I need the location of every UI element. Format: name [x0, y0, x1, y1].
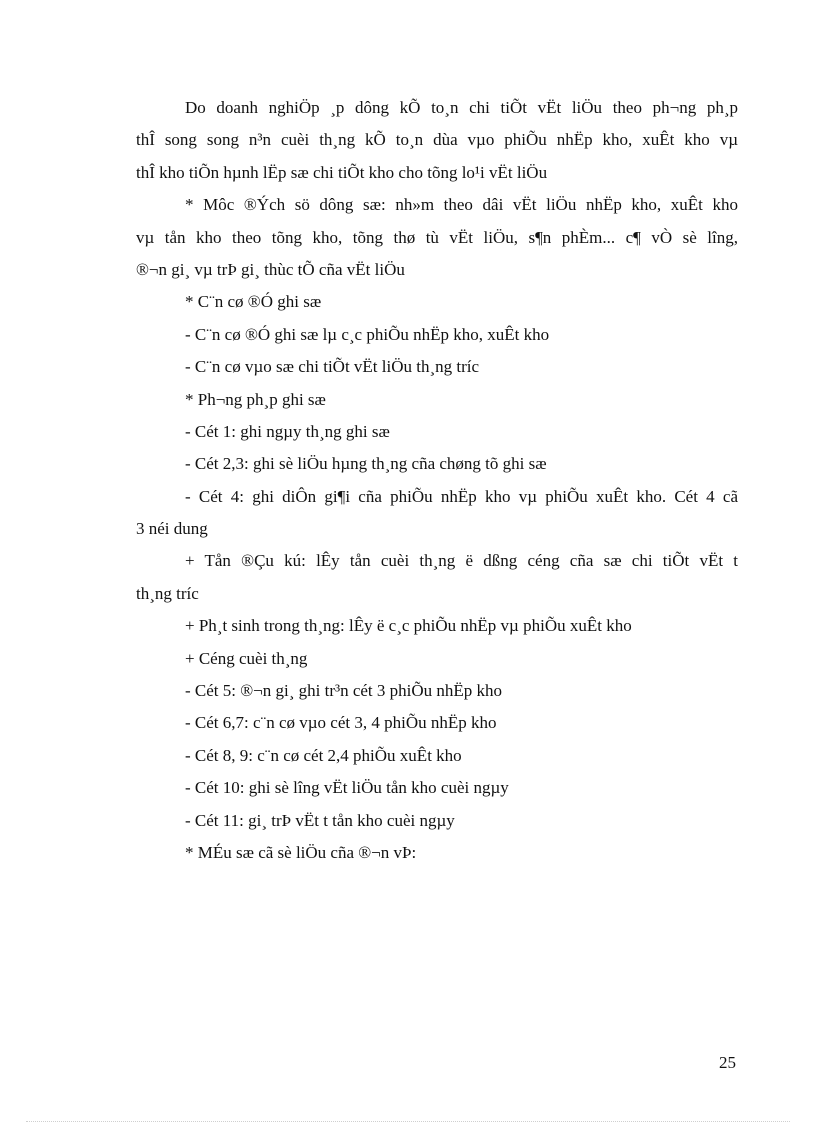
text-line: + Tån ®Çu kú: lÊy tån cuèi th¸ng ë dßng céng cña sæ chi tiÕt vËt t [185, 551, 738, 571]
text-line: - Cét 4: ghi diÔn gi¶i cña phiÕu nhËp kho vµ phiÕu xuÊt kho. Cét 4 cã [185, 486, 738, 506]
text-line: - Cét 11: gi¸ trÞ vËt t tån kho cuèi ngµy [185, 810, 455, 830]
text-line: - Cét 1: ghi ngµy th¸ng ghi sæ [185, 421, 390, 441]
text-line: + Céng cuèi th¸ng [185, 648, 308, 668]
text-line: * Môc ®Ých sö dông sæ: nh»m theo dâi vËt liÖu nhËp kho, xuÊt kho [185, 195, 738, 215]
text-line: Do doanh nghiÖp ¸p dông kÕ to¸n chi tiÕt vËt liÖu theo ph¬ng ph¸p [185, 98, 738, 117]
text-line: * C¨n cø ®Ó ghi sæ [185, 292, 322, 312]
text-line: - Cét 10: ghi sè lîng vËt liÖu tån kho cuèi ngµy [185, 778, 509, 798]
page-number: 25 [719, 1053, 736, 1072]
body-text [136, 92, 738, 869]
text-line: thÎ song song n³n cuèi th¸ng kÕ to¸n dùa vµo phiÕu nhËp kho, xuÊt kho vµ [136, 130, 738, 150]
text-line: - Cét 6,7: c¨n cø vµo cét 3, 4 phiÕu nhËp kho [185, 713, 497, 733]
text-line: * MÉu sæ cã sè liÖu cña ®¬n vÞ: [185, 842, 417, 862]
text-line: - C¨n cø ®Ó ghi sæ lµ c¸c phiÕu nhËp kho, xuÊt kho [185, 324, 550, 344]
text-line: vµ tån kho theo tõng kho, tõng thø tù vËt liÖu, s¶n phÈm... c¶ vÒ sè lîng, [136, 227, 738, 247]
text-line: - Cét 8, 9: c¨n cø cét 2,4 phiÕu xuÊt kho [185, 745, 462, 765]
text-line: * Ph¬ng ph¸p ghi sæ [185, 389, 326, 409]
text-line: th¸ng tríc [136, 583, 199, 603]
text-line: ®¬n gi¸ vµ trÞ gi¸ thùc tÕ cña vËt liÖu [136, 259, 405, 279]
text-line: 3 néi dung [136, 519, 208, 539]
page-bottom-divider [26, 1121, 790, 1122]
text-line: - C¨n cø vµo sæ chi tiÕt vËt liÖu th¸ng tríc [185, 357, 480, 377]
text-line: thÎ kho tiÕn hµnh lËp sæ chi tiÕt kho cho tõng lo¹i vËt liÖu [136, 162, 548, 182]
text-line: - Cét 2,3: ghi sè liÖu hµng th¸ng cña chøng tõ ghi sæ [185, 454, 547, 474]
text-line: - Cét 5: ®¬n gi¸ ghi tr³n cét 3 phiÕu nhËp kho [185, 681, 503, 701]
text-line: + Ph¸t sinh trong th¸ng: lÊy ë c¸c phiÕu nhËp vµ phiÕu xuÊt kho [185, 616, 632, 636]
